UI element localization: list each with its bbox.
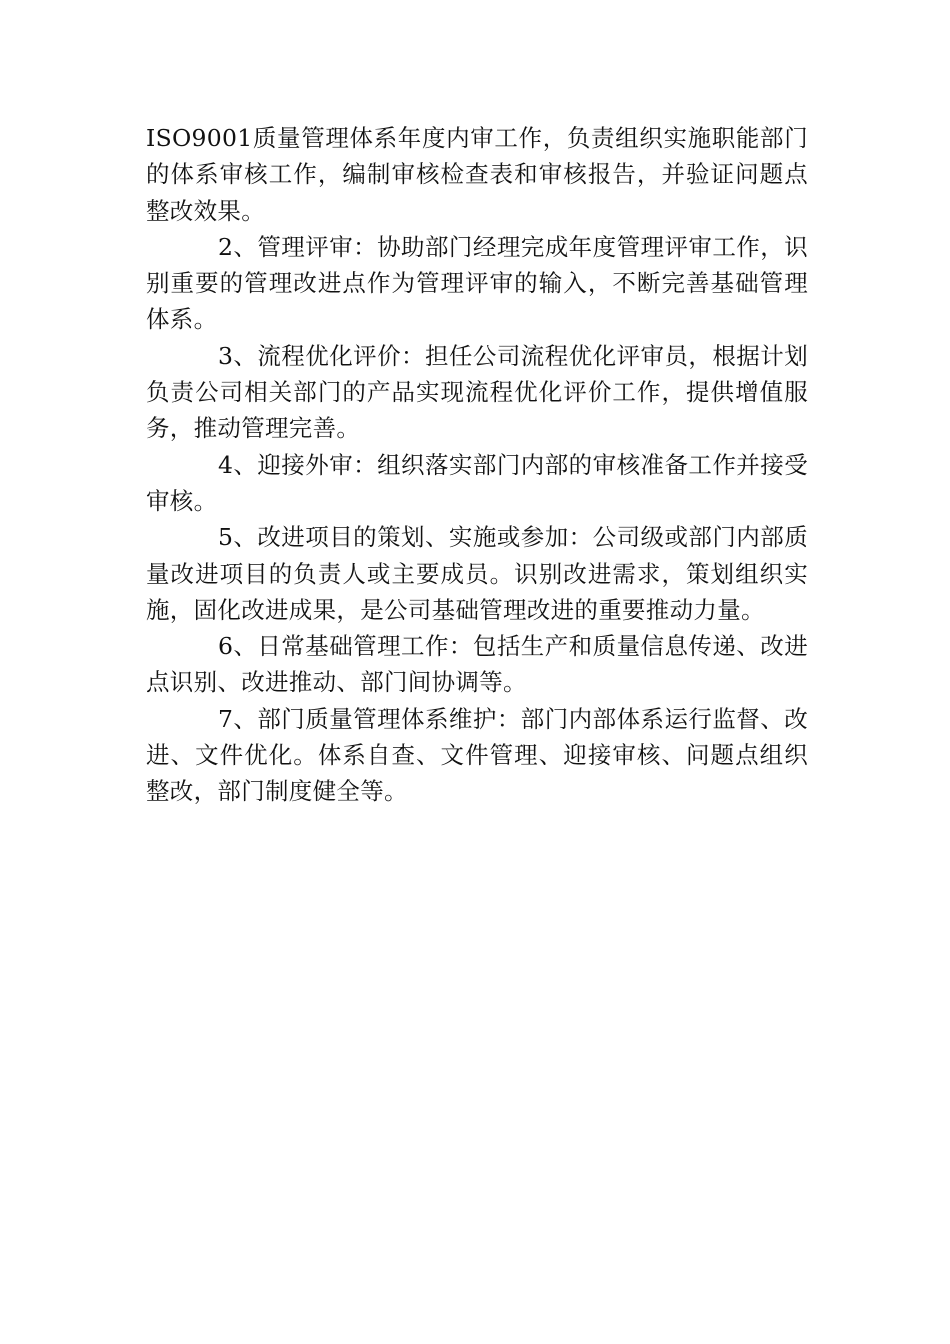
paragraph-process-optimization: 3、流程优化评价：担任公司流程优化评审员，根据计划负责公司相关部门的产品实现流程优化评价工作，提供增值服务，推动管理完善。 [146, 341, 808, 443]
paragraph-improvement-projects: 5、改进项目的策划、实施或参加：公司级或部门内部质量改进项目的负责人或主要成员。识别改进需求，策划组织实施，固化改进成果，是公司基础管理改进的重要推动力量。 [146, 523, 808, 624]
paragraph-daily-management: 6、日常基础管理工作：包括生产和质量信息传递、改进点识别、改进推动、部门间协调等。 [146, 632, 808, 697]
paragraph-management-review: 2、管理评审：协助部门经理完成年度管理评审工作，识别重要的管理改进点作为管理评审的输入，不断完善基础管理体系。 [146, 232, 808, 334]
paragraph-system-maintenance: 7、部门质量管理体系维护：部门内部体系运行监督、改进、文件优化。体系自查、文件管理、迎接审核、问题点组织整改，部门制度健全等。 [146, 704, 808, 806]
paragraph-external-audit: 4、迎接外审：组织落实部门内部的审核准备工作并接受审核。 [146, 450, 808, 515]
paragraph-iso-audit: ISO9001质量管理体系年度内审工作，负责组织实施职能部门的体系审核工作，编制审核检查表和审核报告，并验证问题点整改效果。 [146, 124, 808, 225]
document-body [146, 120, 808, 810]
